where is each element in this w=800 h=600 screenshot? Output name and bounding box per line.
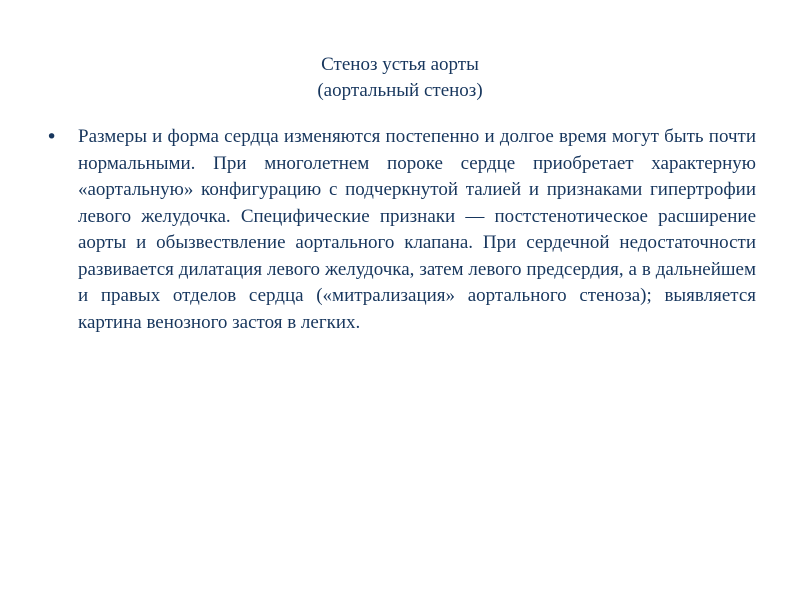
bullet-item [46,124,756,336]
slide-title-line-2: (аортальный стеноз) [317,80,483,101]
bullet-marker: • [46,126,58,148]
bullet-text: Размеры и форма сердца изменяются постепенно и долгое время могут быть почти нормальными. При многолетнем пороке сердце приобретает характерную «аортальную» конфигурацию с подчеркнутой талией и признаками гипертрофии левого желудочка. Специфические признаки — постстенотическое расширение аорты и обызвествление аортального клапана. При сердечной недостаточности развивается дилатация левого желудочка, затем левого предсердия, а в дальнейшем и правых отделов сердца («митрализация» аортального стеноза); выявляется картина венозного застоя в легких. [78,126,756,333]
slide-title-line-1: Стеноз устья аорты [321,54,479,75]
slide-body [46,124,756,336]
slide-title [0,52,800,104]
